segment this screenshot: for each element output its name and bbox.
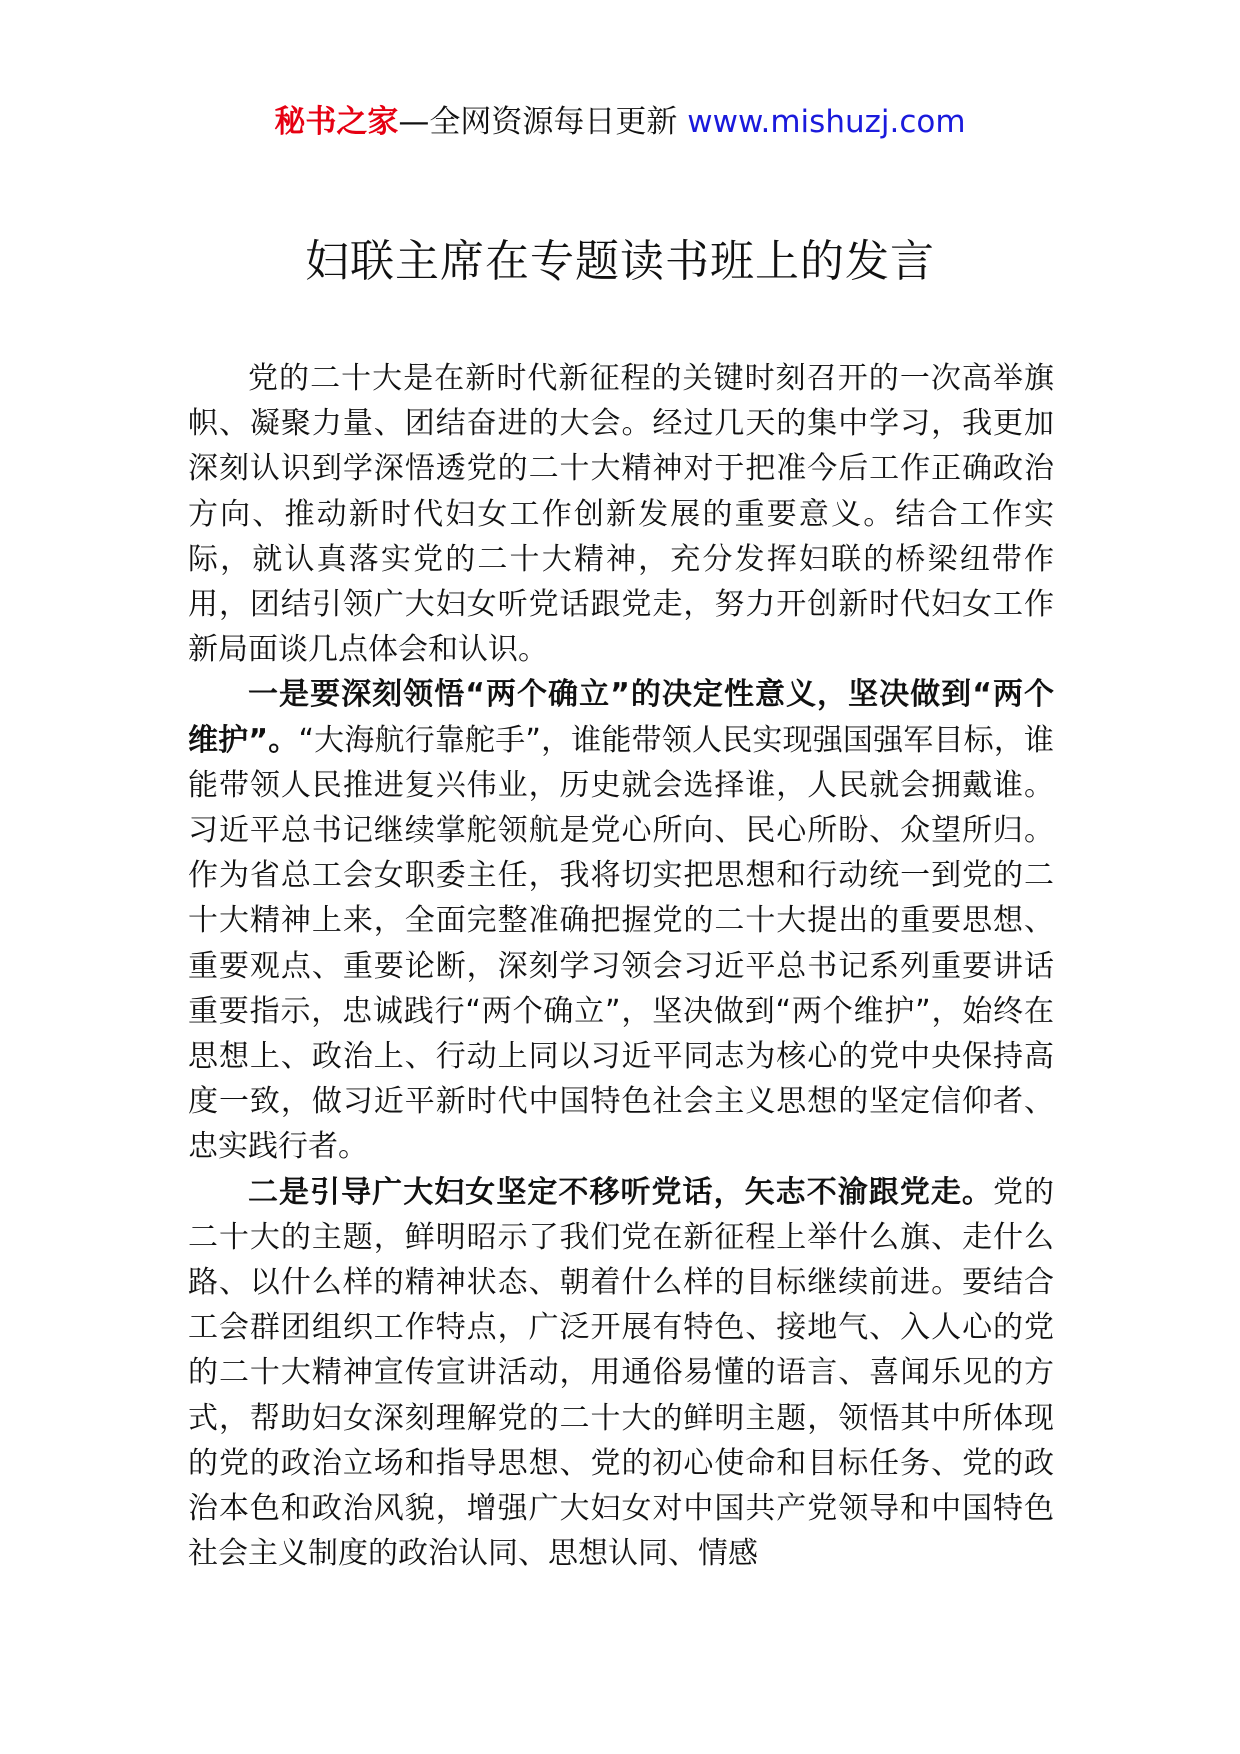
paragraph-lead: 一是要深刻领悟“两个确立”的决定性意义，坚决做到“两个维护”。 [188,677,1054,758]
paragraph-text: “大海航行靠舵手”，谁能带领人民实现强国强军目标，谁能带领人民推进复兴伟业，历史就会选择谁，人民就会拥戴谁。习近平总书记继续掌舵领航是党心所向、民心所盼、众望所归。作为省总工会女职委主任，我将切实把思想和行动统一到党的二十大精神上来，全面完整准确把握党的二十大提出的重要思想、重要观点、重要论断，深刻学习领会习近平总书记系列重要讲话重要指示，忠诚践行“两个确立”，坚决做到“两个维护”，始终在思想上、政治上、行动上同以习近平同志为核心的党中央保持高度一致，做习近平新时代中国特色社会主义思想的坚定信仰者、忠实践行者。 [188,722,1054,1165]
paragraph-lead: 二是引导广大妇女坚定不移听党话，矢志不渝跟党走。 [248,1174,993,1210]
paragraph-intro [188,356,1054,672]
site-header [0,100,1240,144]
paragraph-text: 党的二十大的主题，鲜明昭示了我们党在新征程上举什么旗、走什么路、以什么样的精神状态、朝着什么样的目标继续前进。要结合工会群团组织工作特点，广泛开展有特色、接地气、入人心的党的二十大精神宣传宣讲活动，用通俗易懂的语言、喜闻乐见的方式，帮助妇女深刻理解党的二十大的鲜明主题，领悟其中所体现的党的政治立场和指导思想、党的初心使命和目标任务、党的政治本色和政治风貌，增强广大妇女对中国共产党领导和中国特色社会主义制度的政治认同、思想认同、情感 [188,1174,1055,1572]
paragraph-point-one [188,672,1054,1169]
site-tagline: —全网资源每日更新 [398,104,678,140]
paragraph-text: 党的二十大是在新时代新征程的关键时刻召开的一次高举旗帜、凝聚力量、团结奋进的大会。经过几天的集中学习，我更加深刻认识到学深悟透党的二十大精神对于把准今后工作正确政治方向、推动新时代妇女工作创新发展的重要意义。结合工作实际，就认真落实党的二十大精神，充分发挥妇联的桥梁纽带作用，团结引领广大妇女听党话跟党走，努力开创新时代妇女工作新局面谈几点体会和认识。 [188,361,1054,668]
site-url-link[interactable]: www.mishuzj.com [687,104,966,140]
document-body [188,356,1054,1576]
site-brand: 秘书之家 [274,104,399,140]
paragraph-point-two [188,1170,1054,1577]
document-title: 妇联主席在专题读书班上的发言 [305,236,935,287]
